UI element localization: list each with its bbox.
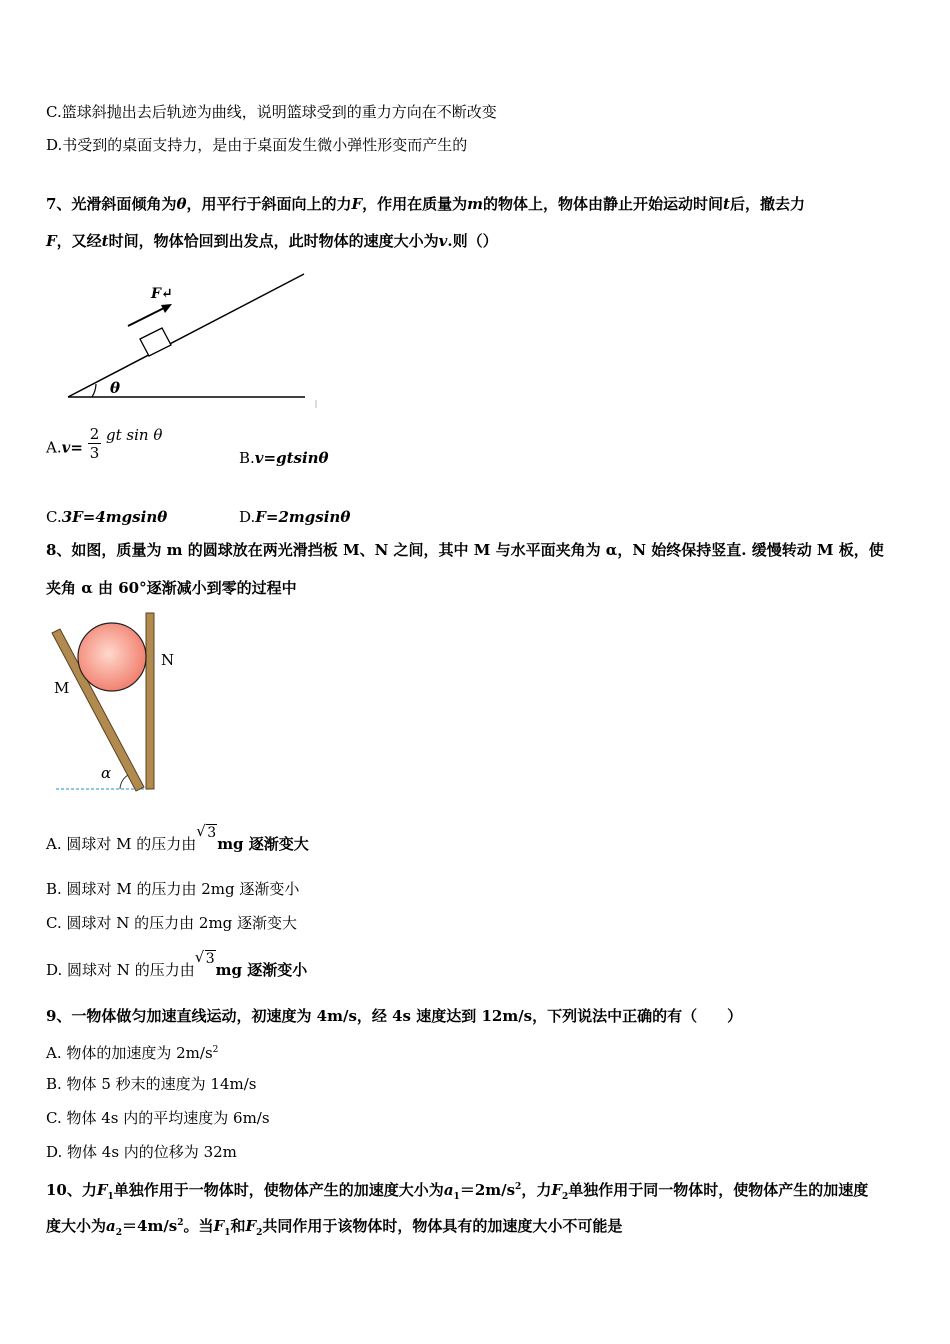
q8-stem-line2: 夹角 α 由 60°逐渐减小到零的过程中 (46, 579, 297, 597)
q8-option-d: D. 圆球对 N 的压力由 √ 3mg 逐渐变小 (46, 948, 308, 979)
q7-stem-line1: 7、光滑斜面倾角为θ，用平行于斜面向上的力F，作用在质量为m的物体上，物体由静止开始运动时间t后，撤去力 (46, 195, 805, 213)
q10-stem-line1: 10、力$F_1$单独作用于一物体时，使物体产生的加速度大小为$a_1=2m/s^2$，力$F_2$单独作用于同一物体时，使物体产生的加速度 (46, 1181, 869, 1202)
label-m: M (54, 679, 70, 697)
q7-option-b: B.v=gtsinθ (239, 449, 329, 467)
incline-slope (68, 274, 304, 397)
force-arrow (128, 306, 168, 326)
angle-label: θ (110, 379, 121, 397)
q7-option-d: D.F=2mgsinθ (239, 508, 351, 526)
force-label: F↵ (151, 286, 173, 302)
q9-option-c: C. 物体 4s 内的平均速度为 6m/s (46, 1109, 270, 1127)
q7-incline-figure (60, 268, 325, 413)
q7-option-a: A.v= $\frac{2}{3}$ gt sin θ (46, 425, 163, 462)
q8-option-a: A. 圆球对 M 的压力由 √ 3mg 逐渐变大 (46, 822, 309, 853)
q9-option-a: A. 物体的加速度为 $2m/s^2$ (46, 1044, 219, 1062)
sqrt-three: √ 3 (194, 948, 215, 967)
sqrt-three: √ 3 (196, 822, 217, 841)
q8-option-c: C. 圆球对 N 的压力由 2mg 逐渐变大 (46, 914, 298, 932)
ball (78, 623, 146, 691)
q6-option-d: D.书受到的桌面支持力，是由于桌面发生微小弹性形变而产生的 (46, 136, 468, 154)
q6-option-c: C.篮球斜抛出去后轨迹为曲线，说明篮球受到的重力方向在不断改变 (46, 103, 497, 121)
board-n (146, 613, 154, 789)
q7-stem-line2: F，又经t时间，物体恰回到出发点，此时物体的速度大小为v.则（） (46, 232, 498, 250)
q8-stem-line1: 8、如图，质量为 m 的圆球放在两光滑挡板 M、N 之间，其中 M 与水平面夹角为 α，N 始终保持竖直. 缓慢转动 M 板，使 (46, 541, 884, 559)
q8-ball-figure (46, 605, 186, 795)
q9-option-d: D. 物体 4s 内的位移为 32m (46, 1143, 237, 1161)
label-alpha: α (101, 764, 112, 782)
label-n: N (161, 651, 175, 669)
alpha-arc (120, 775, 128, 789)
angle-arc (92, 384, 96, 397)
q10-stem-line2: 度大小为$a_2=4m/s^2$。当$F_1$和$F_2$共同作用于该物体时，物体具有的加速度大小不可能是 (46, 1217, 623, 1238)
block (140, 328, 171, 356)
q9-stem: 9、一物体做匀加速直线运动，初速度为 4m/s，经 4s 速度达到 12m/s，下列说法中正确的有（ ） (46, 1007, 743, 1025)
fraction-two-thirds: $\frac{2}{3}$ (89, 425, 100, 462)
q9-option-b: B. 物体 5 秒末的速度为 14m/s (46, 1075, 257, 1093)
q7-option-c: C.3F=4mgsinθ (46, 508, 168, 526)
q8-option-b: B. 圆球对 M 的压力由 2mg 逐渐变小 (46, 880, 300, 898)
